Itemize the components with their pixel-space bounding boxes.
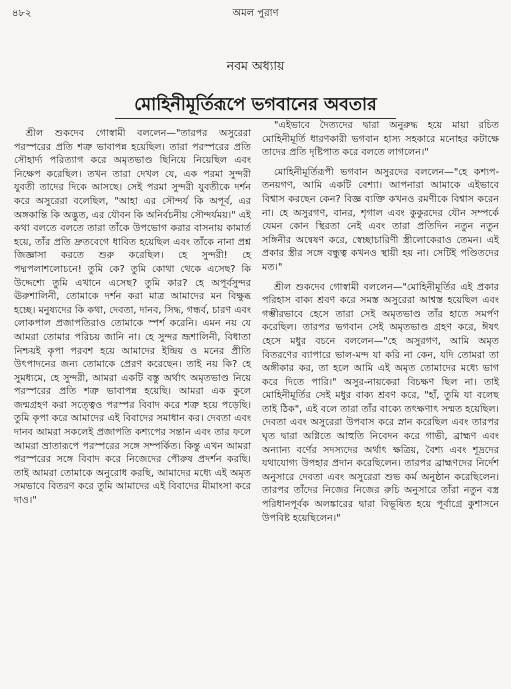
chapter-number: নবম অধ্যায়: [226, 58, 285, 73]
paragraph: "এইভাবে দৈত্যদের দ্বারা অনুরুদ্ধ হয়ে মায়া রচিত মোহিনীমূর্তি ধারণকারী ভগবান হাস্য সহকারে মনোহর কটাক্ষে তাদের প্রতি দৃষ্টিপাত করে বলতে লাগলেন।": [262, 120, 499, 159]
chapter-title: মোহিনীমূর্তিরূপে ভগবানের অবতার: [115, 92, 396, 119]
paragraph: শ্রীল শুকদেব গোস্বামী বললেন—"তারপর অসুরেরা পরস্পরের প্রতি শত্রু ভাবাপন্ন হয়েছিল। তারা পরস্পরের প্রতি সৌহার্দ্য পরিত্যাগ করে অমৃতভাণ্ড ছিনিয়ে নিয়েছিল এবং নিক্ষেপ করেছিল। তখন তারা দেখল যে, এক পরমা সুন্দরী যুবতী তাদের দিকে আসছে। সেই পরমা সুন্দরী যুবতীকে দর্শন করে অসুরেরা বলেছিল, "আহা এর সৌন্দর্য কি অপূর্ব, এর অঙ্গকান্তি কি অদ্ভুত, এর যৌবন কি অনির্বচনীয় সৌন্দর্যময়।" এই কথা বলতে বলতে তারা তাঁকে উপভোগ করার বাসনায় কামার্ত হয়ে, তাঁর প্রতি দ্রুতবেগে ধাবিত হয়েছিল এবং তাঁকে নানা প্রশ্ন জিজ্ঞাসা করতে শুরু করেছিল। হে সুন্দরী! হে পদ্মপলাশলোচনে! তুমি কে? তুমি কোথা থেকে এসেছ? কি উদ্দেশ্যে তুমি এখানে এসেছ? তুমি কার? হে অপূর্বসুন্দর ঊরুশালিনী, তোমাকে দর্শন করা মাত্র আমাদের মন বিক্ষুব্ধ হচ্ছে। মনুষ্যদের কি কথা, দেবতা, দানব, সিদ্ধ, গন্ধর্ব, চারণ এবং লোকপাল প্রজাপতিরাও তোমাকে স্পর্শ করেনি। এমন নয় যে আমরা তোমার পরিচয় জানি না। হে সুন্দর ভ্রূশালিনী, বিধাতা নিশ্চয়ই কৃপা পরবশ হয়ে আমাদের ইন্দ্রিয় ও মনের প্রীতি উৎপাদনের জন্য তোমাকে প্রেরণ করেছেন। তাই নয় কি? হে সুমধ্যমে, হে সুন্দরী, আমরা একটি বস্তু অর্থাৎ অমৃতভাণ্ড নিয়ে পরস্পরের প্রতি শত্রু ভাবাপন্ন হয়েছি। আমরা এক কুলে জন্মগ্রহণ করা সত্ত্বেও পরস্পর বিবাদ করে শত্রু হয়ে পড়েছি। তুমি কৃপা করে আমাদের এই বিবাদের সমাধান কর। দেবতা এবং দানব আমরা সকলেই প্রজাপতি কশ্যপের সন্তান এবং তার ফলে আমরা ভ্রাতারূপে পরস্পরের সঙ্গে সম্পর্কিত। কিন্তু এখন আমরা পরস্পরের সঙ্গে বিবাদ করে নিজেদের পৌরুষ প্রদর্শন করছি। তাই আমরা তোমাকে অনুরোধ করছি, আমাদের মধ্যে এই অমৃত সমভাবে বিতরণ করে তুমি আমাদের এই বিবাদের মীমাংসা করে দাও।": [14, 128, 251, 507]
page-number: ৪৮২: [12, 8, 32, 19]
left-column: [14, 121, 251, 681]
right-column: [262, 119, 499, 684]
paragraph: শ্রীল শুকদেব গোস্বামী বললেন—"মোহিনীমূর্তির এই প্রকার পরিহাস বাক্য শ্রবণ করে সমস্ত অসুরেরা আশ্বস্ত হয়েছিল এবং গম্ভীরভাবে হেসে তারা সেই অমৃতভাণ্ড তাঁর হাতে সমর্পণ করেছিল। তারপর ভগবান সেই অমৃতভাণ্ড গ্রহণ করে, ঈষৎ হেসে মধুর বচনে বললেন—"হে অসুরগণ, আমি অমৃত বিতরণের ব্যাপারে ভাল-মন্দ যা করি না কেন, যদি তোমরা তা অঙ্গীকার কর, তা হলে আমি এই অমৃত তোমাদের মধ্যে ভাগ করে দিতে পারি।" অসুর-নায়কেরা বিচক্ষণ ছিল না। তাই মোহিনীমূর্তির সেই মধুর বাক্য শ্রবণ করে, "হাঁ, তুমি যা বলেছ তাই ঠিক", এই বলে তারা তাঁর বাক্যে তৎক্ষণাৎ সম্মত হয়েছিল। দেবতা এবং অসুরেরা উপবাস করে স্নান করেছিল এবং তারপর ঘৃত দ্বারা অগ্নিতে আহুতি নিবেদন করে গাভী, ব্রাহ্মণ এবং অন্যান্য বর্ণের সদস্যদের অর্থাৎ ক্ষত্রিয়, বৈশ্য এবং শূদ্রদের যথাযোগ্য উপহার প্রদান করেছিলেন। তারপর ব্রাহ্মণদের নির্দেশ অনুসারে দেবতা এবং অসুরেরা শুভ কর্ম অনুষ্ঠান করেছিলেন। তারপর তাঁদের নিজের নিজের রুচি অনুসারে তাঁরা নতুন বস্ত্র পরিধানপূর্বক অলঙ্কারের দ্বারা বিভূষিত হয়ে পূর্বাগ্রে কুশাসনে উপবিষ্ট হয়েছিলেন।": [262, 281, 499, 524]
paragraph: মোহিনীমূর্তিরূপী ভগবান অসুরদের বললেন—"হে কশ্যপ-তনয়গণ, আমি একটি বেশ্যা। আপনারা আমাকে এইভাবে বিশ্বাস করছেন কেন? বিজ্ঞ ব্যক্তি কখনও রমণীকে বিশ্বাস করেন না। হে অসুরগণ, বানর, শৃগাল এবং কুকুরদের যৌন সম্পর্কে যেমন কোন স্থিরতা নেই এবং তারা প্রতিদিন নতুন নতুন সঙ্গিনীর অন্বেষণ করে, স্বেচ্ছাচারিণী স্ত্রীলোকেরাও তেমন। এই প্রকার স্ত্রীর সঙ্গে বন্ধুত্ব কখনও স্থায়ী হয় না। সেটিই পণ্ডিতদের মত।": [262, 166, 499, 273]
running-header: অমল পুরাণ: [232, 8, 279, 19]
